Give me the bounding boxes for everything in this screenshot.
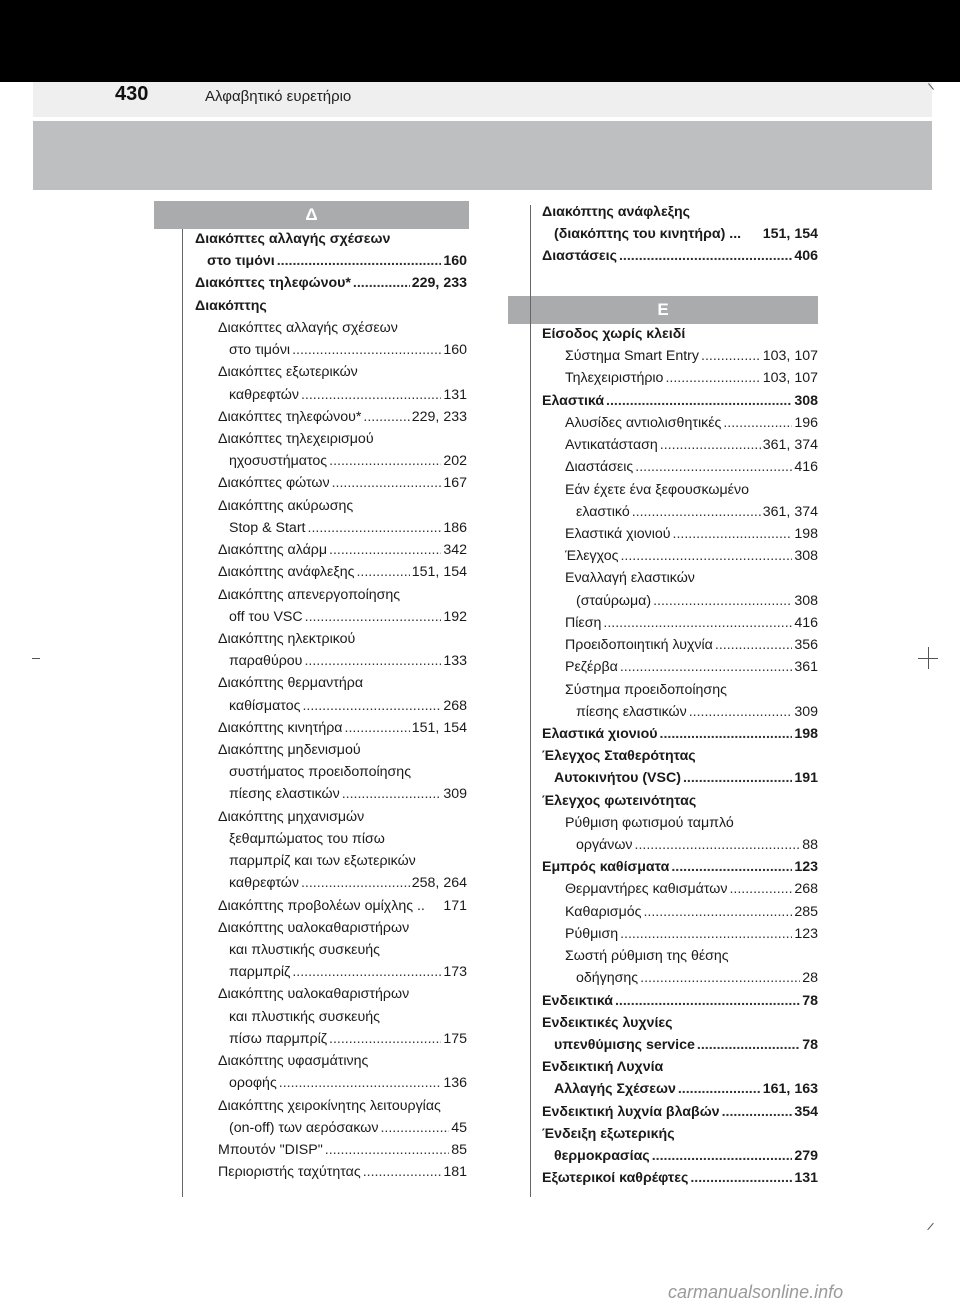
index-entry	[195, 942, 467, 964]
index-entry-pages: 151, 154	[411, 564, 467, 581]
leader-dots	[305, 609, 442, 625]
index-entry-text: Θερμαντήρες καθισμάτων	[565, 881, 728, 898]
index-entry-text: Διακόπτες φώτων	[218, 475, 330, 492]
section-letter-e: Ε	[508, 296, 818, 324]
index-column-right-e	[542, 326, 818, 1193]
index-entry-text: Διαστάσεις	[542, 248, 617, 265]
index-entry-text: Διακόπτης ανάφλεξης	[542, 204, 691, 220]
index-entry-pages: 354	[794, 1103, 818, 1120]
leader-dots	[620, 926, 792, 942]
index-entry	[542, 459, 818, 481]
index-entry-pages: 28	[802, 970, 818, 987]
index-entry	[195, 1098, 467, 1120]
index-entry	[195, 1053, 467, 1075]
index-entry-pages: 356	[794, 637, 818, 654]
leader-dots	[308, 520, 442, 536]
leader-dots	[301, 875, 410, 891]
index-entry	[195, 920, 467, 942]
index-entry	[542, 570, 818, 592]
index-entry	[195, 1142, 467, 1164]
leader-dots	[301, 387, 441, 403]
index-entry-pages: 151, 154	[762, 226, 818, 243]
leader-dots	[635, 459, 792, 475]
index-entry	[195, 231, 467, 253]
index-entry	[195, 675, 467, 697]
index-entry	[195, 609, 467, 631]
index-entry-text: ξεθαμπώματος του πίσω	[229, 830, 385, 847]
index-entry-pages: 309	[794, 703, 818, 720]
page-number: 430	[115, 83, 149, 105]
index-entry-text: Διακόπτες τηλεφώνου*	[195, 275, 351, 292]
index-entry	[195, 320, 467, 342]
index-entry-pages: 160	[443, 342, 467, 359]
index-entry	[195, 520, 467, 542]
index-entry-text: Σωστή ρύθμιση της θέσης	[565, 948, 729, 965]
index-entry-text: Περιοριστής ταχύτητας	[218, 1164, 361, 1181]
index-entry	[542, 637, 818, 659]
index-entry	[542, 1148, 818, 1170]
index-entry	[195, 387, 467, 409]
index-entry-text: καθίσματος	[229, 697, 301, 714]
index-entry-text: συστήματος προειδοποίησης	[229, 764, 412, 781]
index-entry-pages: 85	[451, 1141, 467, 1158]
index-entry-pages: 416	[794, 459, 818, 476]
index-entry-text: Μπουτόν "DISP"	[218, 1141, 323, 1158]
index-entry	[542, 1059, 818, 1081]
index-entry-text: πίεσης ελαστικών	[576, 703, 687, 720]
index-entry	[195, 364, 467, 386]
index-entry	[195, 564, 467, 586]
leader-dots	[652, 1148, 793, 1164]
index-entry-text: οδήγησης	[576, 970, 639, 987]
index-entry	[542, 393, 818, 415]
index-entry	[195, 1164, 467, 1186]
leader-dots	[329, 453, 441, 469]
leader-dots	[665, 370, 760, 386]
index-entry	[542, 748, 818, 770]
leader-dots	[690, 1170, 792, 1186]
crop-mark	[32, 658, 40, 659]
leader-dots	[635, 837, 801, 853]
index-entry	[542, 415, 818, 437]
index-entry-text: Έλεγχος	[565, 548, 619, 565]
index-entry-text: Διακόπτες τηλεφώνου*	[218, 408, 362, 425]
index-entry	[195, 964, 467, 986]
index-entry	[542, 1170, 818, 1192]
leader-dots	[715, 637, 792, 653]
index-column-right-d	[542, 204, 818, 271]
index-entry-pages: 268	[443, 697, 467, 714]
index-entry	[542, 1126, 818, 1148]
index-entry	[542, 1081, 818, 1103]
leader-dots	[279, 1075, 442, 1091]
leader-dots	[660, 726, 793, 742]
index-entry-pages: 406	[794, 248, 818, 265]
index-entry-text: Είσοδος χωρίς κλειδί	[542, 326, 686, 342]
index-entry	[542, 615, 818, 637]
index-entry-pages: 198	[794, 525, 818, 542]
index-entry	[195, 587, 467, 609]
index-entry-text: καθρεφτών	[229, 875, 299, 892]
index-entry-pages: 161, 163	[762, 1081, 818, 1098]
leader-dots	[292, 342, 441, 358]
index-entry	[195, 809, 467, 831]
index-entry	[542, 1104, 818, 1126]
index-entry-text: Σύστημα προειδοποίησης	[565, 681, 727, 698]
index-entry-pages: 175	[443, 1030, 467, 1047]
index-entry	[542, 659, 818, 681]
index-entry-text: Ρύθμιση φωτισμού ταμπλό	[565, 814, 734, 831]
index-entry-text: Πίεση	[565, 614, 602, 631]
leader-dots	[671, 859, 792, 875]
index-entry	[195, 986, 467, 1008]
index-entry-pages: 181	[443, 1164, 467, 1181]
index-entry	[542, 793, 818, 815]
index-entry-pages: 192	[443, 608, 467, 625]
index-entry-pages: 309	[443, 786, 467, 803]
index-entry-text: Διακόπτης απενεργοποίησης	[218, 586, 401, 603]
index-entry-text: Εάν έχετε ένα ξεφουσκωμένο	[565, 481, 749, 498]
index-entry	[542, 248, 818, 270]
index-entry	[542, 482, 818, 504]
index-entry-text: Εξωτερικοί καθρέφτες	[542, 1170, 689, 1187]
leader-dots	[304, 653, 441, 669]
index-entry	[195, 453, 467, 475]
index-entry-pages: 198	[794, 725, 818, 742]
leader-dots	[606, 393, 792, 409]
index-entry-pages: 229, 233	[411, 408, 467, 425]
index-entry-pages: 45	[451, 1119, 467, 1136]
index-entry	[195, 653, 467, 675]
index-entry	[542, 326, 818, 348]
crop-mark	[918, 658, 938, 659]
index-entry-text: υπενθύμισης service	[554, 1037, 695, 1053]
leader-dots	[332, 475, 442, 491]
index-entry-pages: 160	[443, 253, 467, 270]
index-entry-text: Αυτοκινήτου (VSC)	[554, 770, 681, 787]
index-entry-text: Διακόπτης θερμαντήρα	[218, 675, 364, 692]
index-entry-pages: 191	[794, 770, 818, 787]
header-band	[33, 121, 932, 190]
index-entry	[195, 1009, 467, 1031]
index-entry-pages: 258, 264	[411, 875, 467, 892]
index-entry-text: παρμπρίζ και των εξωτερικών	[229, 853, 416, 870]
leader-dots	[701, 348, 761, 364]
index-entry-text: Καθαρισμός	[565, 903, 642, 920]
index-entry	[542, 815, 818, 837]
index-entry	[542, 1015, 818, 1037]
index-entry-text: ηχοσυστήματος	[229, 453, 328, 470]
leader-dots	[729, 881, 792, 897]
page-title: Αλφαβητικό ευρετήριο	[205, 88, 352, 105]
index-entry	[542, 1037, 818, 1059]
index-entry-text: παρμπρίζ	[229, 964, 291, 981]
index-entry-pages: 103, 107	[762, 348, 818, 365]
index-entry	[195, 253, 467, 275]
leader-dots	[302, 698, 441, 714]
leader-dots	[620, 548, 792, 564]
leader-dots	[632, 504, 761, 520]
index-entry	[542, 370, 818, 392]
index-entry-pages: 361	[794, 659, 818, 676]
index-entry-text: Έλεγχος φωτεινότητας	[542, 792, 697, 809]
index-entry-text: Διακόπτης μηχανισμών	[218, 808, 365, 825]
index-entry	[195, 409, 467, 431]
index-entry-pages: 133	[443, 653, 467, 670]
index-entry	[542, 437, 818, 459]
index-entry-text: Ελαστικά χιονιού	[542, 725, 658, 742]
leader-dots	[697, 1037, 800, 1053]
leader-dots	[620, 659, 793, 675]
index-entry-pages: 131	[794, 1170, 818, 1187]
index-entry-text: Διακόπτης μηδενισμού	[218, 742, 361, 759]
index-entry	[542, 837, 818, 859]
index-entry-text: Διακόπτης προβολέων ομίχλης ..	[218, 897, 425, 914]
index-entry-text: Αντικατάσταση	[565, 437, 658, 454]
index-entry	[195, 631, 467, 653]
index-entry-text: Ελαστικά	[542, 392, 605, 409]
index-entry-text: πίεσης ελαστικών	[229, 786, 340, 803]
index-entry	[195, 1120, 467, 1142]
index-entry-text: Διακόπτης ακύρωσης	[218, 497, 354, 514]
index-entry-pages: 167	[443, 475, 467, 492]
index-entry-text: οροφής	[229, 1075, 277, 1092]
index-entry	[195, 1075, 467, 1097]
leader-dots	[356, 564, 409, 580]
leader-dots	[345, 720, 410, 736]
leader-dots	[292, 964, 441, 980]
index-entry	[542, 926, 818, 948]
index-entry-pages: 308	[794, 392, 818, 409]
leader-dots	[380, 1120, 449, 1136]
leader-dots	[673, 526, 793, 542]
index-entry	[195, 853, 467, 875]
index-entry	[195, 1031, 467, 1053]
column-rule-right	[530, 205, 531, 1197]
index-entry	[195, 764, 467, 786]
index-entry	[542, 204, 818, 226]
index-entry-text: θερμοκρασίας	[554, 1148, 650, 1165]
index-entry-pages: 416	[794, 614, 818, 631]
index-entry	[195, 298, 467, 320]
index-entry-text: Διακόπτες εξωτερικών	[218, 364, 358, 381]
index-entry	[542, 859, 818, 881]
index-entry-text: Ενδεικτικές λυχνίες	[542, 1014, 673, 1031]
index-entry-text: Διακόπτης χειροκίνητης λειτουργίας	[218, 1097, 441, 1114]
index-entry-text: Ενδεικτικά	[542, 992, 613, 1009]
index-entry-text: πίσω παρμπρίζ	[229, 1030, 328, 1047]
crop-mark	[927, 1223, 934, 1231]
index-entry	[542, 548, 818, 570]
index-entry-text: Εναλλαγή ελαστικών	[565, 570, 695, 587]
index-entry	[542, 226, 818, 248]
index-entry-pages: 171	[443, 897, 467, 914]
index-entry	[542, 593, 818, 615]
index-entry-text: Έλεγχος Σταθερότητας	[542, 748, 696, 765]
top-black-bar	[0, 0, 960, 82]
index-entry-text: Προειδοποιητική λυχνία	[565, 637, 713, 654]
index-entry	[542, 948, 818, 970]
index-entry-pages: 78	[802, 1037, 818, 1053]
index-entry-pages: 123	[794, 859, 818, 876]
index-entry	[195, 275, 467, 297]
leader-dots	[678, 1081, 761, 1097]
column-rule-left	[182, 229, 183, 1197]
index-entry-text: Ρεζέρβα	[565, 659, 618, 676]
index-column-left	[195, 231, 467, 1186]
index-entry-text: Ενδεικτική Λυχνία	[542, 1059, 664, 1076]
leader-dots	[643, 904, 792, 920]
index-entry-text: Σύστημα Smart Entry	[565, 348, 699, 365]
index-entry-text: Διακόπτης	[195, 297, 267, 314]
index-entry	[542, 770, 818, 792]
leader-dots	[363, 1164, 442, 1180]
index-entry-pages: 308	[794, 548, 818, 565]
index-entry	[542, 682, 818, 704]
index-entry-pages: 202	[443, 453, 467, 470]
index-entry-text: Διακόπτης υφασμάτινης	[218, 1053, 369, 1070]
leader-dots	[277, 253, 442, 269]
leader-dots	[329, 542, 441, 558]
index-entry-text: Διακόπτης αλάρμ	[218, 542, 328, 559]
index-entry-text: (σταύρωμα)	[576, 592, 652, 609]
index-entry-pages: 186	[443, 519, 467, 536]
index-entry-pages: 361, 374	[762, 437, 818, 454]
index-entry-text: οργάνων	[576, 837, 633, 854]
index-entry	[542, 993, 818, 1015]
index-entry-pages: 103, 107	[762, 370, 818, 387]
index-entry-pages: 285	[794, 903, 818, 920]
index-entry	[542, 526, 818, 548]
index-entry-text: Διακόπτης υαλοκαθαριστήρων	[218, 919, 410, 936]
header-strip	[33, 82, 932, 117]
leader-dots	[660, 437, 761, 453]
leader-dots	[619, 248, 792, 264]
index-entry-text: Διαστάσεις	[565, 459, 634, 476]
leader-dots	[689, 704, 793, 720]
index-entry-pages: 131	[443, 386, 467, 403]
index-entry	[195, 498, 467, 520]
index-entry-text: Stop & Start	[229, 519, 306, 536]
index-entry-text: και πλυστικής συσκευής	[229, 1008, 380, 1025]
index-entry-pages: 229, 233	[411, 275, 467, 292]
index-entry-pages: 361, 374	[762, 503, 818, 520]
index-entry	[542, 881, 818, 903]
index-entry-pages: 123	[794, 925, 818, 942]
leader-dots	[722, 1104, 793, 1120]
index-entry	[195, 875, 467, 897]
index-entry-text: Διακόπτης υαλοκαθαριστήρων	[218, 986, 410, 1003]
index-entry-text: και πλυστικής συσκευής	[229, 942, 380, 958]
index-entry-text: Διακόπτες αλλαγής σχέσεων	[195, 231, 391, 247]
index-entry-pages: 279	[794, 1148, 818, 1165]
index-entry	[195, 720, 467, 742]
index-entry-text: παραθύρου	[229, 653, 303, 670]
index-entry-pages: 268	[794, 881, 818, 898]
index-entry-text: Ένδειξη εξωτερικής	[542, 1125, 675, 1142]
index-entry	[195, 342, 467, 364]
index-entry-text: ελαστικό	[576, 503, 630, 520]
index-entry-pages: 88	[802, 837, 818, 854]
index-entry-text: Διακόπτες τηλεχειρισμού	[218, 430, 374, 447]
index-entry	[542, 504, 818, 526]
index-entry-text: Διακόπτης κινητήρα	[218, 719, 343, 736]
index-entry-text: Ρύθμιση	[565, 925, 619, 942]
index-entry	[542, 970, 818, 992]
index-entry-text: Διακόπτες αλλαγής σχέσεων	[218, 319, 398, 336]
index-entry-text: (on-off) των αερόσακων	[229, 1119, 379, 1136]
leader-dots	[325, 1142, 449, 1158]
leader-dots	[603, 615, 792, 631]
index-entry-text: καθρεφτών	[229, 386, 299, 403]
index-entry	[195, 898, 467, 920]
index-entry	[542, 348, 818, 370]
index-entry	[542, 904, 818, 926]
leader-dots	[683, 770, 792, 786]
index-entry	[195, 475, 467, 497]
index-entry-pages: 342	[443, 542, 467, 559]
index-entry-text: Διακόπτης ανάφλεξης	[218, 564, 355, 581]
index-entry-text: στο τιμόνι	[229, 342, 291, 359]
index-entry-text: Εμπρός καθίσματα	[542, 859, 670, 876]
index-entry-text: (διακόπτης του κινητήρα) ...	[554, 226, 742, 243]
index-entry-pages: 308	[794, 592, 818, 609]
index-entry	[542, 704, 818, 726]
index-entry	[542, 726, 818, 748]
index-entry-text: off του VSC	[229, 608, 303, 625]
leader-dots	[640, 970, 800, 986]
watermark: carmanualsonline.info	[668, 1282, 844, 1302]
index-entry	[195, 698, 467, 720]
index-entry-text: Διακόπτης ηλεκτρικού	[218, 630, 356, 647]
index-entry-text: στο τιμόνι	[207, 253, 275, 270]
index-entry	[195, 542, 467, 564]
section-letter-d: Δ	[154, 201, 469, 229]
leader-dots	[723, 415, 792, 431]
index-entry-text: Τηλεχειριστήριο	[565, 370, 664, 387]
index-entry	[195, 742, 467, 764]
leader-dots	[342, 786, 442, 802]
index-entry-pages: 173	[443, 964, 467, 981]
leader-dots	[329, 1031, 441, 1047]
index-entry	[195, 831, 467, 853]
leader-dots	[353, 275, 410, 291]
index-entry	[195, 431, 467, 453]
index-entry-text: Ελαστικά χιονιού	[565, 525, 671, 542]
index-entry-text: Αλλαγής Σχέσεων	[554, 1081, 676, 1098]
index-entry-pages: 136	[443, 1075, 467, 1092]
index-entry	[195, 786, 467, 808]
leader-dots	[653, 593, 792, 609]
index-entry-pages: 78	[802, 992, 818, 1009]
index-entry-text: Ενδεικτική λυχνία βλαβών	[542, 1103, 720, 1120]
index-entry-text: Αλυσίδες αντιολισθητικές	[565, 414, 722, 431]
index-entry-pages: 151, 154	[411, 719, 467, 736]
index-entry-pages: 196	[794, 414, 818, 431]
leader-dots	[615, 993, 800, 1009]
leader-dots	[363, 409, 409, 425]
